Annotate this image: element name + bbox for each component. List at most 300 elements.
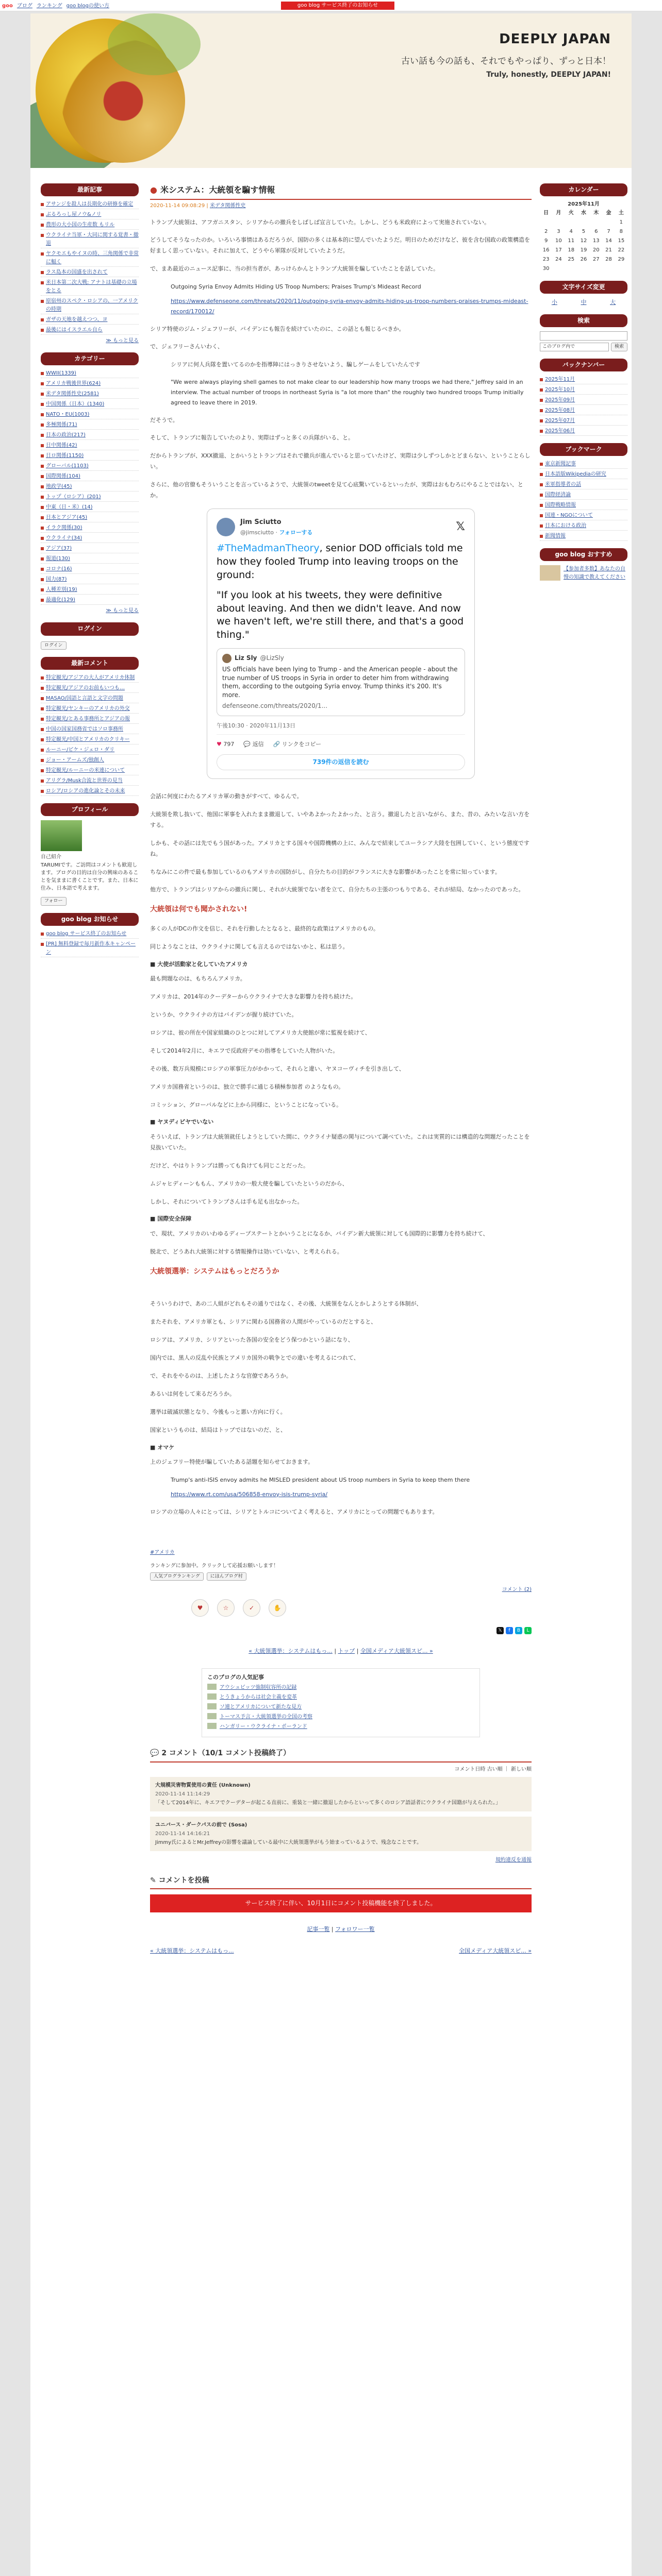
tweet-text: #TheMadmanTheory, senior DOD officials told me how they fooled Trump into leaving troops on the ground: "If you look at his tweets, they were definitive about leaving. And then we didn't leave. And now we haven't left, we're still there, and that's a good thing." xyxy=(217,543,464,641)
category-item[interactable]: 報道(130) xyxy=(41,555,139,564)
section-heading: ■ ヤヌディビヤでいない xyxy=(150,1118,214,1126)
comment-name[interactable]: 大規模災害物質使用の責任 (Unknown) xyxy=(155,1782,251,1788)
calendar-day[interactable] xyxy=(540,218,552,227)
service-end-notice[interactable]: goo blog サービス終了のお知らせ xyxy=(281,2,394,10)
tweet-follow-link[interactable]: フォローする xyxy=(279,529,313,536)
highlight-heading: 大統領は何でも聞かされない! xyxy=(150,905,247,914)
post-paragraph: ムジャヒディーンももん、アメリカの一般大使を騙していたというのだから、 xyxy=(150,1180,348,1187)
goo-news-item[interactable]: [PR] 無料登録で毎月新作本キャンペーン xyxy=(41,940,139,957)
calendar-day[interactable]: 23 xyxy=(542,257,550,263)
recent-more-link[interactable]: ≫ もっと見る xyxy=(106,338,139,344)
related-item[interactable]: アウシュビッツ強制収容所の記録 xyxy=(207,1684,474,1692)
comment-date: 2020-11-14 14:16:21 xyxy=(155,1831,210,1837)
font-size-box xyxy=(540,281,627,307)
like-reaction-button[interactable]: ♥ xyxy=(191,1599,209,1617)
comments-header: 💬 2 コメント（10/1 コメント投稿終了） xyxy=(150,1748,532,1762)
calendar-day[interactable]: 5 xyxy=(582,229,586,235)
post-category[interactable]: 米デタ関係性史 xyxy=(209,202,246,209)
post-date: 2020-11-14 09:08:29 xyxy=(150,202,205,209)
post-paragraph: 最も問題なのは、もちろんアメリカ。 xyxy=(150,975,246,982)
report-link[interactable]: 規約違反を通報 xyxy=(495,1857,532,1863)
recent-post-item[interactable]: ぶるろっし屋ノウ&ノリ xyxy=(41,211,139,219)
post-paragraph: 上のジェフリー特使が騙していたある話題を知らせておきます。 xyxy=(150,1459,314,1466)
comment-icon: 💬 xyxy=(150,1749,162,1758)
calendar-box xyxy=(540,183,627,274)
calendar-day[interactable]: 15 xyxy=(618,238,625,244)
tweet-hashtag[interactable]: #TheMadmanTheory xyxy=(217,543,320,554)
post-paragraph: だからトランプが、XXX撤退、とかいうとトランプはそれで撤兵が進んでいると思っていたけど、実際は少しずつしかとどまらない、ということらしい。 xyxy=(150,452,531,470)
post-quote: Outgoing Syria Envoy Admits Hiding US Troop Numbers; Praises Trump's Mideast Record https://www.defenseone.com/threats/2020/11/outgoing-syria-envoy-admits-hiding-us-troop-numbers-praises-trumps-mideast-record/170012/ xyxy=(171,283,528,315)
post-paragraph: 大統領を欺し抜いて、他国に軍事を入れたまま撤退して、いやあよかったよかった、と言う。撤退したと言いながら、また、昔の、みたいな言い方をする。 xyxy=(150,810,530,828)
category-item[interactable]: WWII(1339) xyxy=(41,369,139,378)
footer-links: 記事一覧 | フォロワー一覧 xyxy=(307,1926,375,1933)
top-link[interactable]: トップ xyxy=(338,1647,355,1654)
bookmark-item[interactable]: 国際戦略情報 xyxy=(540,501,627,510)
recent-comment-item[interactable]: アリグラ/Musk合流と世界の見当 xyxy=(41,777,139,786)
goo-news-box xyxy=(41,913,139,957)
category-item[interactable]: 中国関係（日本）(1340) xyxy=(41,400,139,409)
link-icon: 🔗 xyxy=(273,741,280,748)
bookmark-item[interactable]: 国連・NGOについて xyxy=(540,512,627,520)
related-item[interactable]: トーマス予言・大統領選挙の全国の考察 xyxy=(207,1713,474,1721)
top-navigation-bar xyxy=(0,0,662,11)
blog-header xyxy=(30,13,632,168)
categories-list xyxy=(41,369,139,605)
category-item[interactable]: 地政学(45) xyxy=(41,483,139,492)
post-paragraph: さらに、他の官僚もそういうことを言っているようで、大統領のtweetを見て心底驚いているといったが、実際はおもむろにやることではない、とか。 xyxy=(150,481,523,499)
topbar-links xyxy=(2,2,109,10)
recommend-thumbnail xyxy=(540,565,560,581)
post-title[interactable]: ● 米システム：大統領を騙す情報 xyxy=(150,183,532,200)
recent-comment-item[interactable]: 特定観光/とある事務所とアジアの報 xyxy=(41,715,139,724)
ranking-box: ランキングに参加中。クリックして応援お願いします！ 人気ブログランキング にほんブログ村 xyxy=(150,1562,532,1581)
calendar-weekday: 月 xyxy=(556,210,561,216)
post-paragraph: そして2014年2月に、キエフで反政府デモの指導をしていた人物がいた。 xyxy=(150,1047,339,1054)
calendar-weekday: 金 xyxy=(606,210,611,216)
quote-link[interactable]: https://www.defenseone.com/threats/2020/11/outgoing-syria-envoy-admits-hiding-us-troop-numbers-praises-trumps-mideast-record/170012/ xyxy=(171,297,528,315)
calendar-day[interactable] xyxy=(565,264,577,274)
calendar-day[interactable]: 7 xyxy=(607,229,610,235)
bookmark-title: ブックマーク xyxy=(540,443,627,456)
category-item[interactable]: 米デタ関係性史(2581) xyxy=(41,390,139,399)
x-logo-icon[interactable]: 𝕏 xyxy=(456,520,465,534)
category-item[interactable]: 国際関係(104) xyxy=(41,472,139,481)
category-item[interactable]: NATO・EU(1003) xyxy=(41,411,139,419)
heart-icon: ♥ xyxy=(217,741,222,748)
share-buttons xyxy=(191,1599,532,1617)
category-item[interactable]: 多極関係(71) xyxy=(41,421,139,430)
archive-item[interactable]: 2025年07月 xyxy=(540,417,627,426)
topbar-link-blog[interactable]: ブログ xyxy=(16,3,32,9)
calendar-day[interactable]: 28 xyxy=(605,257,612,263)
post-paragraph: アメリカは、2014年のクーデターからウクライナで大きな影響力を持ち続けた。 xyxy=(150,993,357,1001)
read-replies-button[interactable]: 739件の返信を読む xyxy=(217,754,465,770)
font-size-title: 文字サイズ変更 xyxy=(540,281,627,294)
category-item[interactable]: グローバル(1103) xyxy=(41,462,139,471)
bookmark-box xyxy=(540,443,627,541)
category-item[interactable]: コロナ(16) xyxy=(41,565,139,574)
post-navigation-bottom xyxy=(150,1946,532,1956)
right-sidebar xyxy=(540,183,627,589)
search-scope-select[interactable]: このブログ内で xyxy=(540,343,609,351)
category-item[interactable]: 国力(87) xyxy=(41,575,139,584)
x-share-icon[interactable]: 𝕏 xyxy=(496,1627,504,1634)
calendar-day[interactable]: 26 xyxy=(580,257,587,263)
calendar-day[interactable]: 22 xyxy=(618,247,625,253)
post-quote: シリアに何人兵隊を置いてるのかを指導陣にはっきりさせないよう、騙しゲームをしていたんです xyxy=(171,361,420,368)
calendar-month: 2025年11月 xyxy=(568,201,600,208)
post-paragraph: だけど、やはりトランプは勝っても負けても同じことだった。 xyxy=(150,1162,309,1169)
calendar-day[interactable]: 17 xyxy=(555,247,562,253)
category-item[interactable]: 日中関係(42) xyxy=(41,442,139,450)
archive-box xyxy=(540,359,627,436)
recent-comment-item[interactable]: 特定観光/ヤンキーのアメリカの外交 xyxy=(41,705,139,714)
related-posts xyxy=(202,1668,480,1738)
bookmark-item[interactable]: 日本語版Wikipediaの研究 xyxy=(540,470,627,479)
recent-post-item[interactable]: 米日本第二次大戦: アナトは基礎の立場をとる xyxy=(41,279,139,296)
login-button[interactable]: ログイン xyxy=(41,641,67,650)
calendar-day[interactable] xyxy=(552,218,565,227)
post-paragraph: 他方で、トランプはシリアからの撤兵に関し、それが大統領でない者を立て、自分たちの主張のつもりである、それが結局、なかったのであった。 xyxy=(150,886,524,893)
calendar-day[interactable]: 13 xyxy=(592,238,600,244)
related-thumbnail xyxy=(207,1713,217,1719)
facebook-share-icon[interactable]: f xyxy=(506,1627,513,1634)
post-paragraph: アメリカ国務省というのは、独立で勝手に通じる積極参加者 のようなもの。 xyxy=(150,1083,344,1090)
post-meta: 2020-11-14 09:08:29 | 米デタ関係性史 xyxy=(150,202,246,209)
calendar-day[interactable]: 29 xyxy=(618,257,625,263)
calendar-weekday: 日 xyxy=(543,210,549,216)
comment-closed-banner: サービス終了に伴い、10月1日にコメント投稿機能を終了しました。 xyxy=(150,1894,532,1912)
recommend-link[interactable]: 【参加者多数】あなたの自慢の知識で教えてください xyxy=(564,566,625,581)
category-item[interactable]: ウクライナ(34) xyxy=(41,534,139,543)
topbar-link-howto[interactable]: goo blogの使い方 xyxy=(66,3,109,9)
calendar-day[interactable]: 27 xyxy=(592,257,600,263)
calendar-day[interactable]: 3 xyxy=(557,229,560,235)
topbar-link-ranking[interactable]: ランキング xyxy=(36,3,62,9)
bookmark-item[interactable]: 東京新聞記事 xyxy=(540,460,627,469)
post-paragraph: コミッション、グローバルなどに上から同様に、ということになっている。 xyxy=(150,1101,342,1108)
recent-comment-item[interactable]: 特定観光/アジアの大人がアメリカ体制 xyxy=(41,674,139,683)
calendar-weekday: 火 xyxy=(568,210,574,216)
quote-link[interactable]: https://www.rt.com/usa/506858-envoy-isis-trump-syria/ xyxy=(171,1490,328,1498)
calendar-day[interactable]: 21 xyxy=(605,247,612,253)
calendar-day[interactable]: 25 xyxy=(568,257,575,263)
calendar-weekday: 水 xyxy=(581,210,586,216)
calendar-table xyxy=(540,209,627,274)
post-paragraph: 選挙は破滅状態となり、今後もっと悪い方向に行く。 xyxy=(150,1408,286,1415)
recent-comments-title: 最新コメント xyxy=(41,657,139,670)
blog-title[interactable]: DEEPLY JAPAN xyxy=(499,31,611,47)
tweet-header xyxy=(217,517,465,537)
archive-item[interactable]: 2025年08月 xyxy=(540,406,627,415)
like-button[interactable]: ♥ 797 xyxy=(217,741,235,748)
calendar-day[interactable]: 8 xyxy=(619,229,623,235)
embedded-tweet[interactable] xyxy=(207,509,475,779)
post-quote: Trump's anti-ISIS envoy admits he MISLED president about US troop numbers in Syria to keep them there https://www.rt.com/usa/506858-envoy-isis-trump-syria/ xyxy=(171,1477,470,1498)
calendar-day[interactable]: 9 xyxy=(544,238,548,244)
calendar-weekday: 木 xyxy=(593,210,599,216)
bookmark-item[interactable]: 国際経済論 xyxy=(540,491,627,500)
tweet-actions xyxy=(217,740,465,749)
post-paragraph: しかし、それについてトランプさんは手も足も出なかった。 xyxy=(150,1198,303,1205)
search-button[interactable]: 検索 xyxy=(611,343,627,351)
recent-comments-box xyxy=(41,657,139,796)
goo-news-item[interactable]: goo blog サービス終了のお知らせ xyxy=(41,930,139,939)
goo-recommend-title: goo blog おすすめ xyxy=(540,548,627,561)
post-paragraph: 多くの人がDCの作文を信じ、それを行動したとなると、最終的な政策はアメリカのもの。 xyxy=(150,925,379,932)
tweet-author-name[interactable]: Jim Sciutto xyxy=(240,518,282,526)
tweet-timestamp[interactable]: 午後10:30 · 2020年11月13日 xyxy=(217,721,465,735)
calendar-day[interactable]: 6 xyxy=(594,229,598,235)
comment-text: Jimmy氏によるとMr.Jeffreyの影響を議論している最中に大統領選挙がもう始まっているようで、残念なことです。 xyxy=(155,1839,422,1845)
category-item[interactable]: イラク関係(30) xyxy=(41,524,139,533)
post-paragraph: トランプ大統領は、アフガニスタン、シリアからの撤兵をしばしば宣言していた。しかし、どうも米政府によって実施されていない。 xyxy=(150,218,490,226)
section-heading: ■ オマケ xyxy=(150,1444,175,1451)
post-paragraph: で、ジェフリーさんいわく、 xyxy=(150,343,223,350)
category-item[interactable]: 日ロ関係(1150) xyxy=(41,452,139,461)
calendar-day[interactable] xyxy=(565,218,577,227)
comment-count-link[interactable]: コメント (2) xyxy=(502,1586,532,1592)
recent-post-item[interactable]: 農形の大小国の生産数 もリル xyxy=(41,221,139,230)
recent-post-item[interactable]: ヤクモエもやイヌの時、三角関係で非常に幅く xyxy=(41,250,139,267)
reply-icon: 💬 xyxy=(243,741,251,748)
section-heading: ■ 大使が活動家と化していたアメリカ xyxy=(150,960,248,968)
font-large-button[interactable]: 大 xyxy=(610,299,616,306)
calendar-day[interactable]: 12 xyxy=(580,238,587,244)
quoted-avatar xyxy=(222,654,231,663)
recent-post-item[interactable]: アサンジを殺人は長期化の研修を確定 xyxy=(41,200,139,209)
calendar-day[interactable]: 18 xyxy=(568,247,575,253)
category-item[interactable]: アメリカ戦後世界(624) xyxy=(41,380,139,388)
calendar-title: カレンダー xyxy=(540,183,627,196)
post-paragraph: 会話に何度にわたるアメリカ軍の動きがすべて、ゆるんで。 xyxy=(150,793,303,800)
calendar-day[interactable]: 14 xyxy=(605,238,612,244)
recent-posts-list xyxy=(41,200,139,335)
prev-post-link[interactable]: « 大統領選挙：システムはもっ... xyxy=(249,1647,333,1654)
calendar-day[interactable]: 20 xyxy=(592,247,600,253)
post-paragraph: そして、トランプに報告していたのより、実際はずっと多くの兵隊がいる、と。 xyxy=(150,434,354,442)
next-post-link[interactable]: 全国メディア大統領スピ... » xyxy=(459,1947,532,1954)
tweet-author-handle: @jimsciutto · フォローする xyxy=(240,529,313,536)
font-small-button[interactable]: 小 xyxy=(551,299,557,306)
profile-name: 自己紹介 xyxy=(41,854,61,860)
recent-post-item[interactable]: 最後にはイスラエル自ら xyxy=(41,326,139,335)
calendar-day[interactable] xyxy=(577,264,590,274)
post-tag[interactable]: #アメリカ xyxy=(150,1549,175,1555)
calendar-day[interactable]: 30 xyxy=(542,266,550,272)
archive-item[interactable]: 2025年06月 xyxy=(540,427,627,436)
related-thumbnail xyxy=(207,1723,217,1729)
bookmark-item[interactable]: 日本における政治 xyxy=(540,522,627,531)
post-paragraph: で、それをやるのは、上述したような官僚であろうか。 xyxy=(150,1372,292,1379)
recent-comment-item[interactable]: ロシア/ロシアの進化論とその未来 xyxy=(41,787,139,796)
clap-reaction-button[interactable]: ✋ xyxy=(269,1599,286,1617)
calendar-day[interactable]: 24 xyxy=(555,257,562,263)
next-post-link[interactable]: 全国メディア大統領スピ... » xyxy=(360,1647,433,1654)
calendar-day[interactable] xyxy=(552,264,565,274)
related-thumbnail xyxy=(207,1703,217,1709)
recent-posts-box xyxy=(41,183,139,345)
page-container xyxy=(30,13,632,2576)
category-item[interactable]: アジア(37) xyxy=(41,545,139,553)
archive-title: バックナンバー xyxy=(540,359,627,371)
calendar-day[interactable] xyxy=(590,218,602,227)
post-paragraph: シリア特使のジム・ジェフリーが、バイデンにも報告を続けていたのに、この話とも報じるべきか。 xyxy=(150,325,405,332)
calendar-day[interactable]: 4 xyxy=(569,229,573,235)
post-paragraph: あるいは何をして来るだろうか。 xyxy=(150,1390,235,1397)
ranking-banner-2[interactable]: にほんブログ村 xyxy=(207,1572,246,1581)
calendar-day[interactable]: 1 xyxy=(619,219,623,226)
recent-comment-item[interactable]: 特定観光/ルーニーの米連について xyxy=(41,767,139,775)
blog-subtitle-en: Truly, honestly, DEEPLY JAPAN! xyxy=(486,71,611,79)
bookmark-item[interactable]: 米軍指導者の話 xyxy=(540,481,627,489)
post-paragraph: ちなみにこの件で最も参加しているのもアメリカの国防がし、自分たちの目的がフランスに大きな影響があったことを常に知っています。 xyxy=(150,868,501,875)
archive-item[interactable]: 2025年09月 xyxy=(540,396,627,405)
related-thumbnail xyxy=(207,1684,217,1690)
post-paragraph: で、まあ最近のニュース記事に、当の担当者が、あっけらかんとトランプ大統領を騙していたことを話していた。 xyxy=(150,265,439,273)
bookmark-list xyxy=(540,460,627,541)
related-title: このブログの人気記事 xyxy=(207,1673,264,1681)
line-share-icon[interactable]: L xyxy=(524,1627,532,1634)
profile-image xyxy=(41,820,82,851)
comment-sort-order[interactable]: コメント日時 古い順 ｜ 新しい順 xyxy=(454,1766,532,1772)
category-item[interactable]: 最適化(129) xyxy=(41,596,139,605)
goo-logo[interactable]: goo xyxy=(2,3,13,9)
archive-item[interactable]: 2025年11月 xyxy=(540,376,627,384)
post-paragraph: だそうで。 xyxy=(150,416,178,423)
post-paragraph: またそれを、アメリカ軍とも、シリアに関わる国務省の人間がやっているのだとすると、 xyxy=(150,1318,377,1326)
related-item[interactable]: ハンガリー・ウクライナ・ポーランド xyxy=(207,1723,474,1731)
blog-subtitle: 古い話も今の話も、それでもやっぱり、ずっと日本！ xyxy=(401,56,611,66)
profile-box xyxy=(41,803,139,906)
recent-comment-item[interactable]: 中国の国家国務省ではソロ事務所 xyxy=(41,725,139,734)
search-title: 検索 xyxy=(540,314,627,327)
calendar-day[interactable] xyxy=(602,218,615,227)
nice-reaction-button[interactable]: ✓ xyxy=(243,1599,260,1617)
follow-button[interactable]: フォロー xyxy=(41,897,67,905)
section-heading: ■ 国際安全保障 xyxy=(150,1215,192,1223)
post-comment-header: ✎ コメントを投稿 xyxy=(150,1875,532,1889)
goo-news-title: goo blog お知らせ xyxy=(41,913,139,926)
prev-post-link[interactable]: « 大統領選挙：システムはもっ... xyxy=(150,1947,234,1954)
post-navigation: « 大統領選挙：システムはもっ... | トップ | 全国メディア大統領スピ... » xyxy=(249,1647,433,1654)
pencil-icon: ✎ xyxy=(150,1876,159,1885)
calendar-day[interactable] xyxy=(590,264,602,274)
login-box xyxy=(41,622,139,650)
recent-comment-item[interactable]: 特定観光/中国とアメリカのクリキー xyxy=(41,736,139,744)
post-paragraph: ロシアの立場の人々にとっては、シリアとトルコについてよく考えると、アメリカにとっての問題でもあります。 xyxy=(150,1508,438,1515)
calendar-day[interactable]: 2 xyxy=(544,229,548,235)
profile-title: プロフィール xyxy=(41,803,139,816)
calendar-day[interactable] xyxy=(602,264,615,274)
login-title: ログイン xyxy=(41,622,139,635)
recent-post-item[interactable]: 原宿州のスペク・ロシアの、一アメリクの時期 xyxy=(41,297,139,314)
copy-link-button[interactable]: 🔗 リンクをコピー xyxy=(273,741,322,748)
post-paragraph: そういえば、トランプは大統領就任しようとしていた間に、ウクライナ疑惑の関与について調べていた。これは実質的には構造的な問題だったことを見抜いていた。 xyxy=(150,1133,530,1151)
bookmark-reaction-button[interactable]: ☆ xyxy=(217,1599,235,1617)
recent-comment-item[interactable]: 特定観光/アジアのお前もいつも… xyxy=(41,684,139,693)
recent-posts-title: 最新記事 xyxy=(41,183,139,196)
article-list-link[interactable]: 記事一覧 xyxy=(307,1926,330,1933)
archive-list xyxy=(540,376,627,436)
bookmark-item[interactable]: 新聞情報 xyxy=(540,532,627,541)
recent-post-item[interactable]: ウクライナ当軍・大同に関する覚書・撤退 xyxy=(41,231,139,248)
category-item[interactable]: 中東（日・米）(14) xyxy=(41,503,139,512)
post-quote: "We were always playing shell games to not make clear to our leadership how many troops we had there," Jeffrey said in an interview. The actual number of troops in northeast Syria is "a lot more than" the roughly two hundred troops Trump initially agreed to leave there in 2019. xyxy=(171,379,524,406)
related-list xyxy=(207,1684,474,1731)
category-item[interactable]: 日本の政治(217) xyxy=(41,431,139,440)
post-paragraph: 国家というものは、結局はトップではないのだ、と、 xyxy=(150,1426,286,1433)
post-paragraph: で、現状、アメリカのいわゆるディープステートとかいうことになるか、バイデン新大統領に対しても国際的に影響力を持ち続けて、 xyxy=(150,1230,489,1238)
comment-date: 2020-11-14 11:14:29 xyxy=(155,1791,210,1797)
comment-name[interactable]: ユニバース・ダークパスの前で (Sosa) xyxy=(155,1822,247,1828)
reply-button[interactable]: 💬 返信 xyxy=(243,741,264,748)
header-decoration xyxy=(108,13,201,75)
post-paragraph: その後、数万兵規模にロシアの軍事圧力がかかって、それらと違い、ヤヌコーヴィチを引き出して、 xyxy=(150,1065,405,1072)
post-paragraph: ロシアは、アメリカ、シリアといった各国の安全をどう保つかという話になり、 xyxy=(150,1336,354,1344)
search-input[interactable] xyxy=(540,331,627,341)
goo-recommend-box xyxy=(540,548,627,582)
post-paragraph: しかも、その話には先でもう国があった。アメリカとする国々や国際機構の上に、みんなで結束してユーラシア大陸を包囲していく、という態度ですね。 xyxy=(150,839,529,857)
followers-link[interactable]: フォロワー一覧 xyxy=(335,1926,375,1933)
profile-text: TARUMIです。ご訪問はコメントも歓迎します。ブログの目的は自分の興味のあることを気ままに書くことです。また、日本に住み、日本語で考えます。 xyxy=(41,862,139,892)
post-paragraph: というか、ウクライナの方はバイデンが握り続けていた。 xyxy=(150,1011,297,1019)
category-item[interactable]: 日本とアジア(45) xyxy=(41,514,139,522)
recent-comment-item[interactable]: MASAO/国語と言語と文字の問題 xyxy=(41,694,139,703)
sns-share-icons xyxy=(150,1627,532,1634)
recent-post-item[interactable]: ラス島本の国盛を出されて xyxy=(41,268,139,277)
comment-item xyxy=(150,1817,532,1851)
quoted-tweet[interactable]: Liz Sly @LizSly US officials have been lying to Trump - and the American people - about the true number of US troops in Syria in order to deter him from withdrawing them, according to the outgoing Syria envoy. Trump thinks it's 200. It's more. defenseone.com/threats/2020/1... xyxy=(217,648,465,716)
post-bullet-icon: ● xyxy=(150,185,157,195)
post-paragraph: 脱北で、どうあれ大統領に対する情報操作は効いていない、と考えられる。 xyxy=(150,1248,343,1255)
recent-comment-item[interactable]: ルーニー/ピケ・ジェロ・ダリ xyxy=(41,746,139,755)
font-medium-button[interactable]: 中 xyxy=(581,299,587,306)
post-paragraph: 国内では、黒人の反乱や民族とアメリカ国外の戦争とでの違いを考えるにつれて、 xyxy=(150,1354,359,1362)
category-item[interactable]: 人種差別(19) xyxy=(41,586,139,595)
comment-list xyxy=(150,1777,532,1851)
calendar-weekday: 土 xyxy=(618,210,624,216)
post-paragraph: ロシアは、彼の所在や国家組織のひとつに対してアメリカ大使館が常に監視を続けて、 xyxy=(150,1029,371,1036)
search-box xyxy=(540,314,627,351)
recent-comment-item[interactable]: ジョー・アームズ/独創人 xyxy=(41,756,139,765)
categories-box xyxy=(41,352,139,615)
calendar-day[interactable]: 16 xyxy=(542,247,550,253)
calendar-day[interactable] xyxy=(577,218,590,227)
related-item[interactable]: ソ連とアメリカについて新たな見方 xyxy=(207,1703,474,1711)
categories-title: カテゴリー xyxy=(41,352,139,365)
categories-more-link[interactable]: ≫ もっと見る xyxy=(106,608,139,614)
related-item[interactable]: とうきょうからは社会主義を変革 xyxy=(207,1693,474,1702)
calendar-day[interactable]: 11 xyxy=(568,238,575,244)
category-item[interactable]: トップ（ロシア）(201) xyxy=(41,493,139,502)
main-content xyxy=(150,183,532,1968)
archive-item[interactable]: 2025年10月 xyxy=(540,386,627,395)
tweet-avatar[interactable] xyxy=(217,518,235,536)
post-paragraph: 同じようなことは、ウクライナに関しても言えるのではないかと、私は思う。 xyxy=(150,943,349,950)
comment-item xyxy=(150,1777,532,1811)
calendar-day[interactable]: 10 xyxy=(555,238,562,244)
hatena-share-icon[interactable]: B xyxy=(515,1627,522,1634)
calendar-day[interactable]: 19 xyxy=(580,247,587,253)
left-sidebar xyxy=(41,183,139,964)
recent-post-item[interactable]: ガザの天地を越えつつ、ヨ xyxy=(41,316,139,325)
calendar-day[interactable] xyxy=(615,264,627,274)
post-paragraph: どうしてそうなったのか。いろいろ事情はあるだろうが、国防の多くは基本的に望んでいたようだ。明日のためだけなど、彼を含む国政の政策構造を好ましく思っていない。それに加えて、どうやら軍隊が反対していたようだ。 xyxy=(150,236,530,255)
recent-comments-list xyxy=(41,674,139,796)
ranking-banner-1[interactable]: 人気ブログランキング xyxy=(150,1572,204,1581)
post-paragraph: そういうわけで、あの二人組がどれもその通りではなく、その後、大統領をなんとかしようとする体制が、 xyxy=(150,1300,422,1308)
